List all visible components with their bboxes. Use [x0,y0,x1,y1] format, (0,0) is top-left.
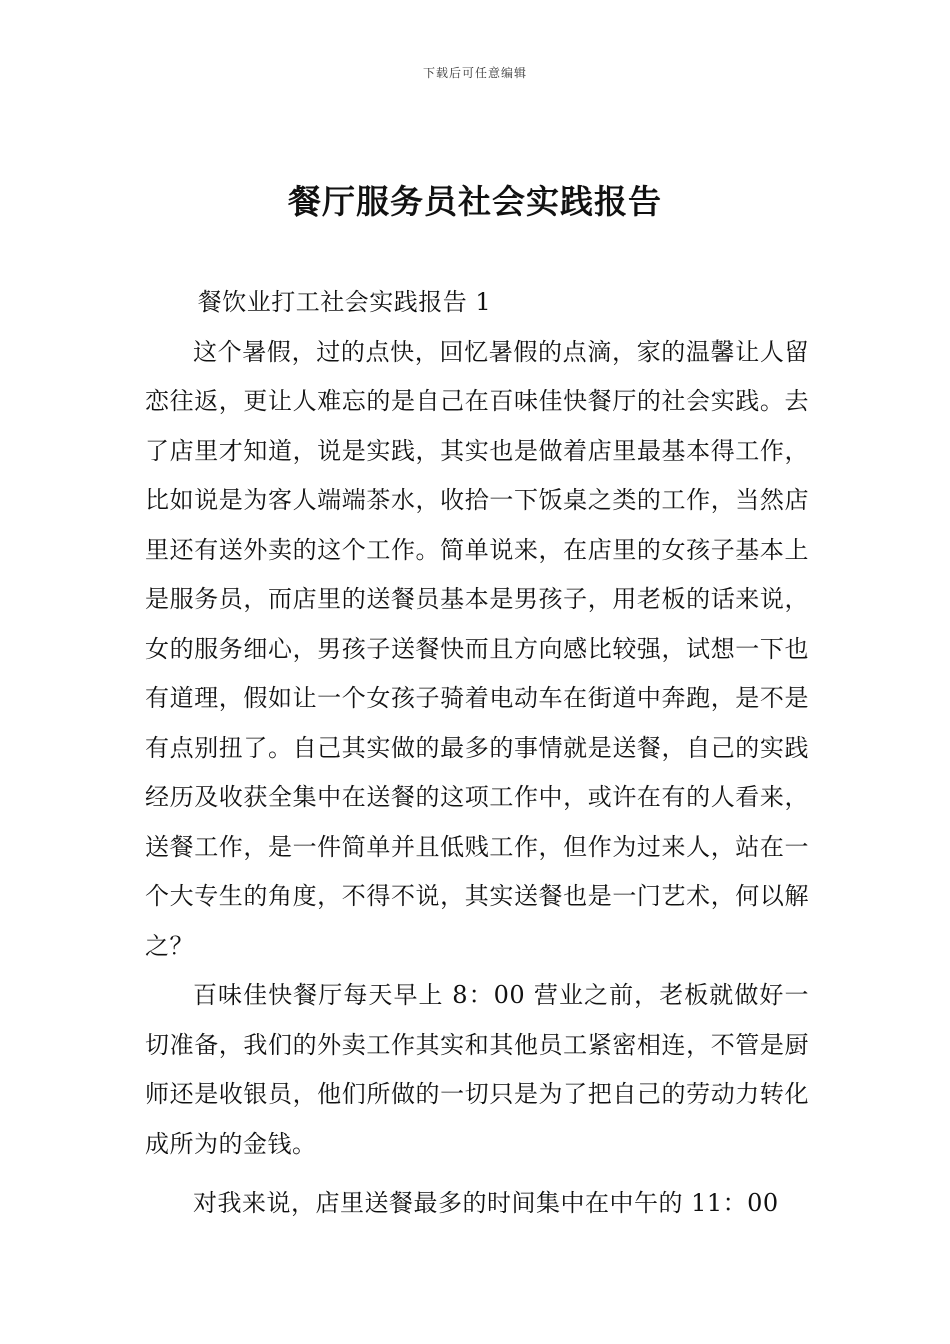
section-subheading: 餐饮业打工社会实践报告 1 [197,288,492,316]
document-body [145,278,809,1229]
paragraph-3: 对我来说，店里送餐最多的时间集中在中午的 11：00 [193,1189,779,1217]
header-note: 下载后可任意编辑 [422,66,527,80]
document-title: 餐厅服务员社会实践报告 [288,182,662,221]
paragraph-1: 这个暑假，过的点快，回忆暑假的点滴，家的温馨让人留恋往返，更让人难忘的是自己在百味佳快餐厅的社会实践。去了店里才知道，说是实践，其实也是做着店里最基本得工作，比如说是为客人端端茶水，收拾一下饭桌之类的工作，当然店里还有送外卖的这个工作。简单说来，在店里的女孩子基本上是服务员，而店里的送餐员基本是男孩子，用老板的话来说，女的服务细心，男孩子送餐快而且方向感比较强，试想一下也有道理，假如让一个女孩子骑着电动车在街道中奔跑，是不是有点别扭了。自己其实做的最多的事情就是送餐，自己的实践经历及收获全集中在送餐的这项工作中，或许在有的人看来，送餐工作，是一件简单并且低贱工作，但作为过来人，站在一个大专生的角度，不得不说，其实送餐也是一门艺术，何以解之？ [145,337,809,960]
paragraph-2: 百味佳快餐厅每天早上 8：00 营业之前，老板就做好一切准备，我们的外卖工作其实和其他员工紧密相连，不管是厨师还是收银员，他们所做的一切只是为了把自己的劳动力转化成所为的金钱。 [145,981,809,1158]
